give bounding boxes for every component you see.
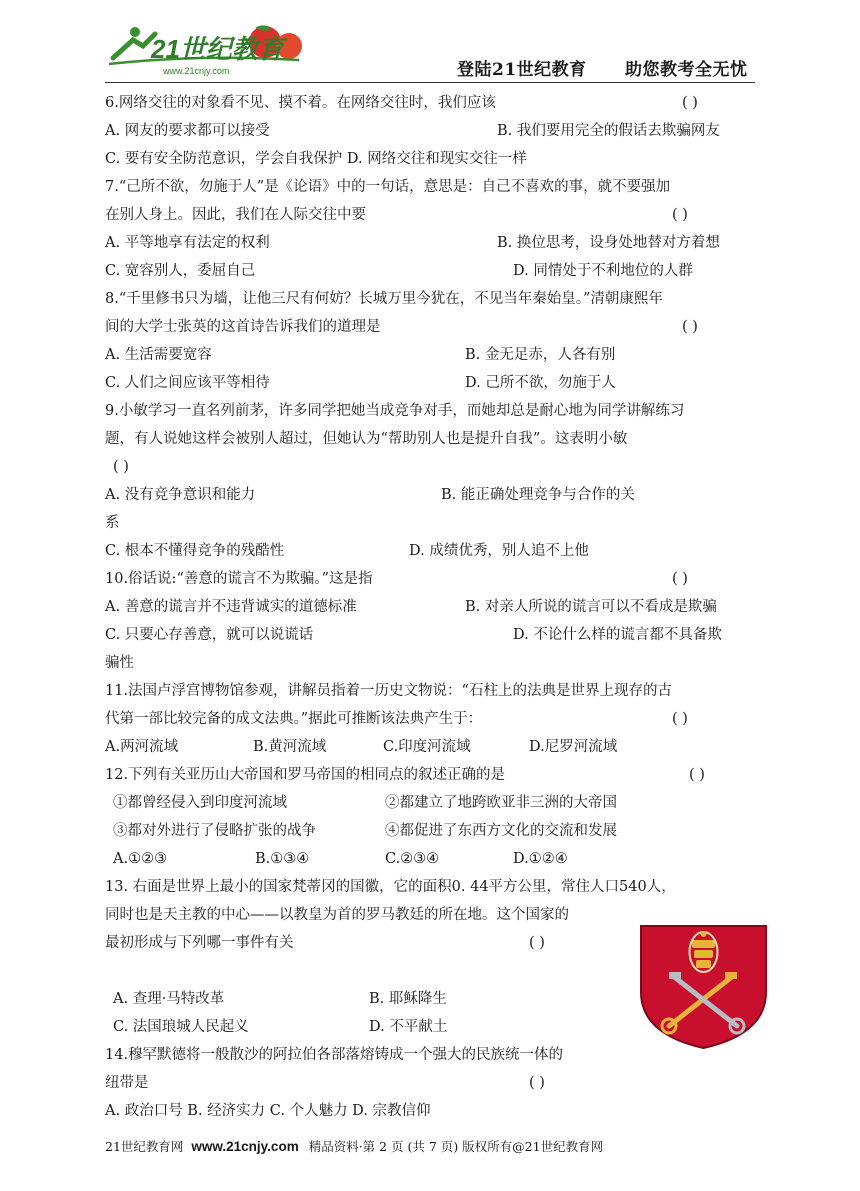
text-line-q13: 13. 右面是世界上最小的国家梵蒂冈的国徽，它的面积0. 44平方公里，常住人口540人， [105, 879, 676, 895]
svg-text:21世纪教育: 21世纪教育 [151, 34, 284, 64]
text-line-q10a: A. 善意的谎言并不违背诚实的道德标准 [105, 599, 357, 615]
text-line-q14o: A. 政治口号 B. 经济实力 C. 个人魅力 D. 宗教信仰 [105, 1103, 431, 1119]
text-line-q12a: A.①②③ [113, 851, 168, 867]
text-line-q10d: D. 不论什么样的谎言都不具备欺 [513, 627, 722, 643]
text-line-q9c: C. 根本不懂得竞争的残酷性 [105, 543, 285, 559]
page-footer [105, 1137, 755, 1155]
text-line-q10c: C. 只要心存善意，就可以说谎话 [105, 627, 314, 643]
header-slogan-1: 登陆21世纪教育 [457, 60, 587, 80]
text-line-q13p: ( ) [529, 935, 545, 951]
text-line-q11p: ( ) [672, 711, 688, 727]
text-line-q14: 14.穆罕默德将一般散沙的阿拉伯各部落熔铸成一个强大的民族统一体的 [105, 1047, 564, 1063]
text-line-q12b: B.①③④ [255, 851, 310, 867]
text-line-q10dw: 骗性 [105, 655, 134, 671]
text-line-q12: 12.下列有关亚历山大帝国和罗马帝国的相同点的叙述正确的是 [105, 767, 506, 783]
text-line-q9bb: B. 能正确处理竞争与合作的关 [441, 487, 635, 503]
text-line-q12p: ( ) [689, 767, 705, 783]
text-line-q8d: D. 己所不欲，勿施于人 [465, 375, 616, 391]
text-line-q7p: ( ) [672, 207, 688, 223]
text-line-q14p: ( ) [529, 1075, 545, 1091]
text-line-q6c: C. 要有安全防范意识，学会自我保护 D. 网络交往和现实交往一样 [105, 151, 527, 167]
21cnjy-logo [105, 20, 315, 78]
text-line-q12o1: ①都曾经侵入到印度河流域 [113, 795, 287, 811]
text-line-q12o3: ③都对外进行了侵略扩张的战争 [113, 823, 316, 839]
vatican-emblem-image [637, 922, 770, 1050]
text-line-q8a: A. 生活需要宽容 [105, 347, 212, 363]
footer-site-name: 21世纪教育网 [105, 1139, 184, 1154]
text-line-q10b: B. 对亲人所说的谎言可以不看成是欺骗 [465, 599, 717, 615]
text-line-q12c: C.②③④ [385, 851, 440, 867]
text-line-q13bb: B. 耶稣降生 [369, 991, 447, 1007]
text-line-q12o2: ②都建立了地跨欧亚非三洲的大帝国 [385, 795, 617, 811]
text-line-q6: 6.网络交往的对象看不见、摸不着。在网络交往时，我们应该 [105, 95, 496, 111]
text-line-q11a: A.两河流域 [105, 739, 179, 755]
text-line-q9bw: 系 [105, 515, 120, 531]
text-line-q9a: A. 没有竞争意识和能力 [105, 487, 256, 503]
text-line-q8: 8.“千里修书只为墙，让他三尺有何妨？长城万里今犹在，不见当年秦始皇。”清朝康熙年 [105, 291, 663, 307]
text-line-q9p: ( ) [113, 459, 129, 475]
text-line-q9: 9.小敏学习一直名列前茅，许多同学把她当成竞争对手，而她却总是耐心地为同学讲解练习 [105, 403, 685, 419]
text-line-q12o4: ④都促进了东西方文化的交流和发展 [385, 823, 617, 839]
text-line-q11: 11.法国卢浮宫博物馆参观，讲解员指着一历史文物说：“石柱上的法典是世界上现存的古 [105, 683, 672, 699]
text-line-q11d: D.尼罗河流域 [529, 739, 618, 755]
text-line-q13cc: C. 法国琅城人民起义 [113, 1019, 249, 1035]
text-line-q14b: 纽带是 [105, 1075, 149, 1091]
text-line-q13b: 同时也是天主教的中心——以教皇为首的罗马教廷的所在地。这个国家的 [105, 907, 569, 923]
text-line-q11c: C.印度河流域 [383, 739, 471, 755]
footer-url-link[interactable]: www.21cnjy.com [191, 1139, 299, 1154]
text-line-q7d: D. 同情处于不利地位的人群 [513, 263, 693, 279]
text-line-q10: 10.俗话说:“善意的谎言不为欺骗。”这是指 [105, 571, 373, 587]
text-line-q11b: 代第一部比较完备的成文法典。”据此可推断该法典产生于： [105, 711, 483, 727]
text-line-q11bb: B.黄河流域 [253, 739, 327, 755]
page-header [105, 20, 755, 80]
text-line-q7: 7.“己所不欲，勿施于人”是《论语》中的一句话，意思是：自己不喜欢的事，就不要强加 [105, 179, 671, 195]
text-line-q8b: 间的大学士张英的这首诗告诉我们的道理是 [105, 319, 381, 335]
text-line-q8p: ( ) [682, 319, 698, 335]
header-slogan-2: 助您教考全无忧 [625, 60, 748, 80]
text-line-q13a: A. 查理·马特改革 [113, 991, 225, 1007]
text-line-q9d: D. 成绩优秀，别人追不上他 [409, 543, 589, 559]
text-line-q6a: A. 网友的要求都可以接受 [105, 123, 270, 139]
text-line-q6p: ( ) [682, 95, 698, 111]
text-line-q7c: C. 宽容别人，委屈自己 [105, 263, 256, 279]
svg-text:www.21cnjy.com: www.21cnjy.com [163, 66, 230, 76]
text-line-q13d: D. 不平献土 [369, 1019, 448, 1035]
text-line-q6b: B. 我们要用完全的假话去欺骗网友 [497, 123, 720, 139]
text-line-q7b: 在别人身上。因此，我们在人际交往中要 [105, 207, 366, 223]
header-divider [105, 82, 755, 83]
text-line-q8bb: B. 金无足赤，人各有别 [465, 347, 616, 363]
text-line-q7bb: B. 换位思考，设身处地替对方着想 [497, 235, 720, 251]
footer-page-info: 精品资料·第 2 页 (共 7 页) 版权所有@21世纪教育网 [308, 1139, 604, 1154]
text-line-q13c: 最初形成与下列哪一事件有关 [105, 935, 294, 951]
text-line-q8c: C. 人们之间应该平等相待 [105, 375, 270, 391]
text-line-q9b: 题，有人说她这样会被别人超过，但她认为“帮助别人也是提升自我”。这表明小敏 [105, 431, 628, 447]
text-line-q7a: A. 平等地享有法定的权利 [105, 235, 270, 251]
text-line-q12d: D.①②④ [513, 851, 568, 867]
text-line-q10p: ( ) [672, 571, 688, 587]
